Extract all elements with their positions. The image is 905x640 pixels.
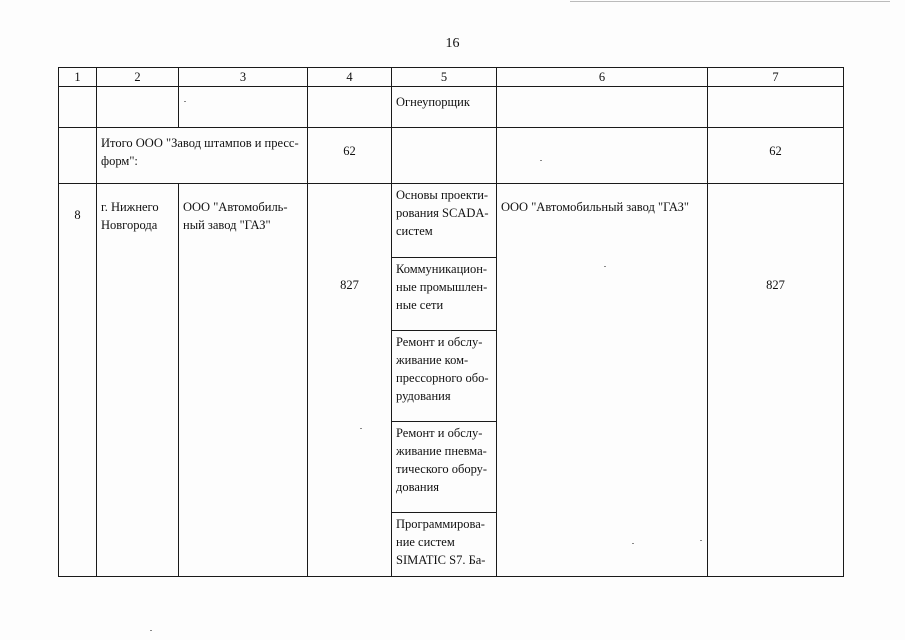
scan-speck [360,428,362,429]
course-industrial-networks: Коммуникацион-ные промышлен-ные сети [392,258,497,331]
scan-artifact-line [570,1,890,2]
scan-speck [150,630,152,631]
row-number: 8 [59,184,97,577]
cell-empty [59,128,97,184]
scan-speck [184,101,186,102]
course-scada: Основы проекти-рования SCADA-систем [392,184,497,258]
scan-speck [604,266,606,267]
column-header-4: 4 [308,68,392,87]
cell-empty [59,87,97,128]
column-header-5: 5 [392,68,497,87]
gaz-count-col4 [308,184,392,577]
course-simatic: Программирова-ние систем SIMATIC S7. Ба- [392,513,497,577]
column-header-6: 6 [497,68,708,87]
course-compressor-repair: Ремонт и обслу-живание ком-прессорного обо-рудования [392,331,497,422]
course-pneumatic-repair: Ремонт и обслу-живание пневма-тического обору-дования [392,422,497,513]
page-number: 16 [445,36,460,51]
table-row-refractory [59,87,844,128]
total-count-col7: 62 [708,128,844,184]
cell-empty [708,87,844,128]
cell-empty [308,87,392,128]
scan-speck [540,160,542,161]
column-header-1: 1 [59,68,97,87]
cell-empty [392,128,497,184]
table-row-total [59,128,844,184]
host-organization: ООО "Автомобильный завод "ГАЗ" [497,184,708,577]
column-header-2: 2 [97,68,179,87]
gaz-count-col7-value: 827 [766,278,785,292]
total-count-col4: 62 [308,128,392,184]
organization: ООО "Автомобиль-ный завод "ГАЗ" [179,184,308,577]
scan-speck [700,540,702,541]
gaz-count-col7 [708,184,844,577]
total-label: Итого ООО "Завод штампов и пресс-форм": [97,128,308,184]
cell-empty [497,87,708,128]
column-header-7: 7 [708,68,844,87]
cell-empty [97,87,179,128]
cell-empty [179,87,308,128]
table-row-gaz [59,184,844,258]
training-table [58,67,844,577]
course-refractory: Огнеупорщик [392,87,497,128]
cell-empty [497,128,708,184]
scan-speck [632,543,634,544]
column-header-3: 3 [179,68,308,87]
gaz-count-col4-value: 827 [340,278,359,292]
city: г. Нижнего Новгорода [97,184,179,577]
table-header-row [59,68,844,87]
